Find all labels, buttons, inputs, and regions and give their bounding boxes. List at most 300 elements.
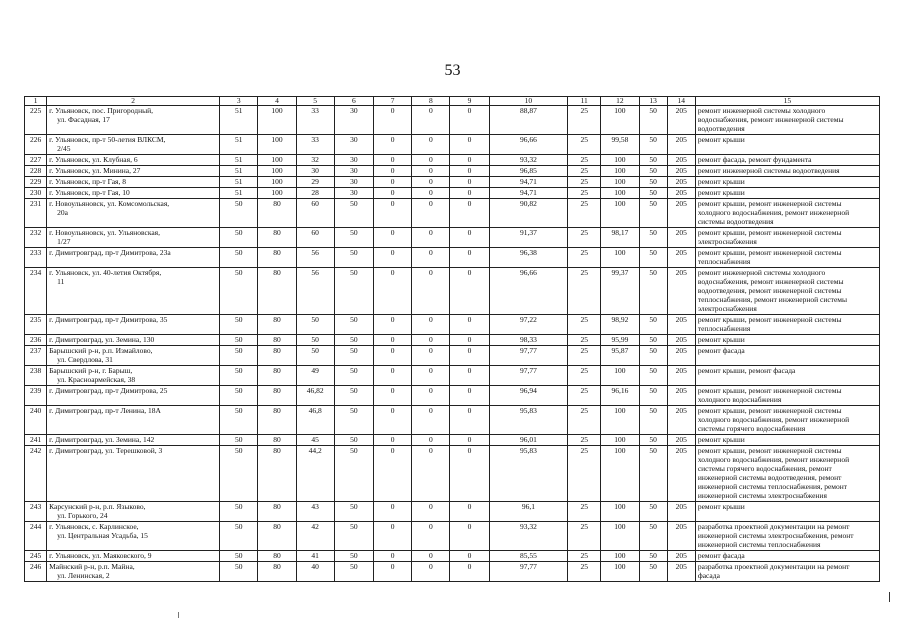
address-line: г. Ульяновск, ул. Минина, 27	[49, 166, 141, 175]
value-c13: 50	[639, 551, 667, 562]
address-line: г. Ульяновск, ул. Клубная, 6	[49, 155, 138, 164]
row-number: 228	[25, 166, 47, 177]
value-c9: 0	[450, 199, 489, 228]
value-c8: 0	[412, 135, 450, 155]
value-c10: 95,83	[489, 406, 567, 435]
address-cell	[47, 248, 220, 268]
value-c3: 51	[220, 177, 258, 188]
row-number: 226	[25, 135, 47, 155]
value-c13: 50	[639, 406, 667, 435]
value-c7: 0	[374, 188, 412, 199]
value-c10: 96,66	[489, 135, 567, 155]
value-c11: 25	[568, 406, 601, 435]
value-c4: 100	[258, 155, 296, 166]
value-c6: 50	[334, 502, 373, 522]
value-c9: 0	[450, 502, 489, 522]
value-c13: 50	[639, 268, 667, 315]
value-c6: 50	[334, 386, 373, 406]
value-c3: 50	[220, 346, 258, 366]
row-number: 235	[25, 315, 47, 335]
row-number: 229	[25, 177, 47, 188]
value-c3: 50	[220, 315, 258, 335]
address-line: г. Ульяновск, пр-т Гая, 8	[49, 177, 127, 186]
address-line: г. Ульяновск, ул. 40-летия Октября,	[49, 268, 162, 277]
value-c8: 0	[412, 346, 450, 366]
work-line: холодного водоснабжения, ремонт инженерной	[697, 208, 850, 217]
value-c3: 50	[220, 228, 258, 248]
value-c9: 0	[450, 522, 489, 551]
value-c9: 0	[450, 135, 489, 155]
address-cell	[47, 188, 220, 199]
value-c14: 205	[667, 502, 695, 522]
table-row	[25, 106, 880, 135]
value-c9: 0	[450, 346, 489, 366]
value-c6: 30	[334, 135, 373, 155]
value-c11: 25	[568, 366, 601, 386]
value-c3: 51	[220, 155, 258, 166]
value-c5: 40	[296, 562, 334, 582]
value-c4: 80	[258, 386, 296, 406]
work-types-cell	[695, 177, 879, 188]
work-line: электроснабжения	[697, 304, 757, 313]
value-c7: 0	[374, 228, 412, 248]
value-c6: 30	[334, 177, 373, 188]
value-c9: 0	[450, 188, 489, 199]
table-row	[25, 502, 880, 522]
table-row	[25, 135, 880, 155]
address-cell	[47, 551, 220, 562]
value-c4: 100	[258, 188, 296, 199]
address-line: г. Димитровград, ул. Земина, 142	[49, 435, 155, 444]
work-line: ремонт крыши, ремонт инженерной системы	[697, 199, 842, 208]
value-c9: 0	[450, 435, 489, 446]
address-cell	[47, 315, 220, 335]
value-c14: 205	[667, 562, 695, 582]
value-c8: 0	[412, 446, 450, 502]
work-line: инженерной системы электроснабжения	[697, 491, 827, 500]
row-number: 236	[25, 335, 47, 346]
value-c14: 205	[667, 522, 695, 551]
row-number: 230	[25, 188, 47, 199]
value-c7: 0	[374, 177, 412, 188]
address-line: г. Ульяновск, с. Карлинское,	[49, 522, 139, 531]
work-line: водоотведения, ремонт инженерной системы	[697, 286, 842, 295]
row-number: 239	[25, 386, 47, 406]
work-types-cell	[695, 435, 879, 446]
value-c5: 56	[296, 248, 334, 268]
value-c11: 25	[568, 135, 601, 155]
work-line: холодного водоснабжения	[697, 395, 782, 404]
work-types-cell	[695, 502, 879, 522]
row-number: 231	[25, 199, 47, 228]
row-number: 227	[25, 155, 47, 166]
row-number: 232	[25, 228, 47, 248]
value-c5: 60	[296, 199, 334, 228]
value-c4: 80	[258, 551, 296, 562]
value-c4: 80	[258, 228, 296, 248]
column-number-7: 7	[374, 97, 412, 106]
address-line: ул. Горького, 24	[57, 511, 108, 520]
value-c11: 25	[568, 248, 601, 268]
value-c6: 50	[334, 522, 373, 551]
value-c10: 94,71	[489, 177, 567, 188]
address-line: 20а	[57, 208, 68, 217]
value-c13: 50	[639, 522, 667, 551]
value-c9: 0	[450, 155, 489, 166]
value-c14: 205	[667, 315, 695, 335]
work-line: водоотведения	[697, 124, 745, 133]
table-row	[25, 522, 880, 551]
value-c14: 205	[667, 386, 695, 406]
row-number: 237	[25, 346, 47, 366]
value-c7: 0	[374, 335, 412, 346]
value-c12: 100	[601, 248, 639, 268]
value-c7: 0	[374, 446, 412, 502]
value-c4: 80	[258, 502, 296, 522]
work-line: ремонт фасада, ремонт фундамента	[697, 155, 812, 164]
row-number: 242	[25, 446, 47, 502]
work-line: теплоснабжения, ремонт инженерной системы	[697, 295, 848, 304]
address-line: 11	[57, 277, 65, 286]
value-c11: 25	[568, 268, 601, 315]
address-cell	[47, 446, 220, 502]
value-c6: 50	[334, 366, 373, 386]
value-c4: 100	[258, 166, 296, 177]
value-c11: 25	[568, 502, 601, 522]
page-number: 53	[444, 62, 461, 79]
value-c12: 98,17	[601, 228, 639, 248]
value-c9: 0	[450, 335, 489, 346]
value-c7: 0	[374, 346, 412, 366]
table-row	[25, 268, 880, 315]
value-c11: 25	[568, 188, 601, 199]
work-line: водоснабжения, ремонт инженерной системы	[697, 115, 844, 124]
value-c4: 80	[258, 522, 296, 551]
work-line: разработка проектной документации на ремонт	[697, 522, 850, 531]
value-c3: 50	[220, 406, 258, 435]
address-cell	[47, 228, 220, 248]
value-c5: 60	[296, 228, 334, 248]
value-c3: 50	[220, 551, 258, 562]
column-number-4: 4	[258, 97, 296, 106]
value-c10: 95,83	[489, 446, 567, 502]
value-c5: 43	[296, 502, 334, 522]
work-types-cell	[695, 551, 879, 562]
value-c5: 44,2	[296, 446, 334, 502]
work-types-cell	[695, 335, 879, 346]
value-c9: 0	[450, 248, 489, 268]
value-c7: 0	[374, 366, 412, 386]
value-c11: 25	[568, 435, 601, 446]
value-c3: 51	[220, 106, 258, 135]
column-number-2: 2	[47, 97, 220, 106]
table-row	[25, 551, 880, 562]
value-c8: 0	[412, 228, 450, 248]
work-types-cell	[695, 166, 879, 177]
value-c12: 100	[601, 522, 639, 551]
value-c4: 80	[258, 446, 296, 502]
value-c10: 96,1	[489, 502, 567, 522]
address-cell	[47, 268, 220, 315]
value-c7: 0	[374, 435, 412, 446]
value-c6: 50	[334, 199, 373, 228]
address-cell	[47, 406, 220, 435]
column-number-1: 1	[25, 97, 47, 106]
work-types-cell	[695, 228, 879, 248]
address-line: ул. Ленинская, 2	[57, 571, 110, 580]
value-c8: 0	[412, 248, 450, 268]
value-c13: 50	[639, 199, 667, 228]
value-c4: 80	[258, 435, 296, 446]
value-c7: 0	[374, 562, 412, 582]
value-c13: 50	[639, 562, 667, 582]
value-c8: 0	[412, 188, 450, 199]
value-c8: 0	[412, 522, 450, 551]
value-c10: 88,87	[489, 106, 567, 135]
work-line: ремонт крыши, ремонт инженерной системы	[697, 248, 842, 257]
value-c4: 80	[258, 346, 296, 366]
value-c3: 50	[220, 386, 258, 406]
address-line: Майнский р-н, р.п. Майна,	[49, 562, 135, 571]
value-c8: 0	[412, 435, 450, 446]
column-number-5: 5	[296, 97, 334, 106]
work-line: электроснабжения	[697, 237, 757, 246]
column-number-14: 14	[667, 97, 695, 106]
value-c9: 0	[450, 315, 489, 335]
address-cell	[47, 562, 220, 582]
address-line: Барышский р-н, г. Барыш,	[49, 366, 133, 375]
value-c6: 30	[334, 166, 373, 177]
value-c12: 100	[601, 188, 639, 199]
value-c12: 100	[601, 155, 639, 166]
value-c8: 0	[412, 386, 450, 406]
work-types-cell	[695, 346, 879, 366]
value-c8: 0	[412, 199, 450, 228]
value-c5: 28	[296, 188, 334, 199]
value-c11: 25	[568, 155, 601, 166]
work-line: ремонт инженерной системы холодного	[697, 268, 826, 277]
work-line: водоснабжения, ремонт инженерной системы	[697, 277, 844, 286]
row-number: 243	[25, 502, 47, 522]
value-c7: 0	[374, 315, 412, 335]
address-line: г. Димитровград, пр-т Димитрова, 23а	[49, 248, 171, 257]
value-c3: 50	[220, 435, 258, 446]
work-line: ремонт крыши, ремонт инженерной системы	[697, 406, 842, 415]
value-c12: 99,37	[601, 268, 639, 315]
address-cell	[47, 502, 220, 522]
work-line: ремонт крыши, ремонт инженерной системы	[697, 446, 842, 455]
value-c14: 205	[667, 199, 695, 228]
work-line: ремонт крыши	[697, 177, 745, 186]
value-c6: 30	[334, 188, 373, 199]
column-number-13: 13	[639, 97, 667, 106]
value-c11: 25	[568, 522, 601, 551]
value-c7: 0	[374, 135, 412, 155]
address-cell	[47, 177, 220, 188]
work-line: инженерной системы электроснабжения, ремонт	[697, 531, 854, 540]
value-c5: 32	[296, 155, 334, 166]
value-c10: 97,22	[489, 315, 567, 335]
work-line: системы водоотведения	[697, 217, 774, 226]
value-c3: 51	[220, 166, 258, 177]
value-c4: 80	[258, 315, 296, 335]
value-c10: 96,85	[489, 166, 567, 177]
value-c13: 50	[639, 435, 667, 446]
table-row	[25, 386, 880, 406]
address-cell	[47, 522, 220, 551]
value-c5: 45	[296, 435, 334, 446]
work-line: ремонт фасада	[697, 346, 745, 355]
row-number: 225	[25, 106, 47, 135]
value-c8: 0	[412, 366, 450, 386]
work-line: холодного водоснабжения, ремонт инженерной	[697, 455, 850, 464]
value-c5: 33	[296, 106, 334, 135]
value-c11: 25	[568, 177, 601, 188]
row-number: 245	[25, 551, 47, 562]
value-c14: 205	[667, 335, 695, 346]
scan-mark	[178, 612, 179, 618]
column-number-12: 12	[601, 97, 639, 106]
value-c4: 80	[258, 562, 296, 582]
table-row	[25, 199, 880, 228]
work-line: ремонт инженерной системы водоотведения	[697, 166, 840, 175]
work-line: теплоснабжения	[697, 324, 751, 333]
value-c8: 0	[412, 406, 450, 435]
value-c9: 0	[450, 386, 489, 406]
address-line: г. Димитровград, пр-т Димитрова, 35	[49, 315, 168, 324]
work-line: системы горячего водоснабжения	[697, 424, 806, 433]
value-c11: 25	[568, 106, 601, 135]
value-c14: 205	[667, 346, 695, 366]
value-c11: 25	[568, 551, 601, 562]
value-c4: 80	[258, 366, 296, 386]
value-c3: 50	[220, 335, 258, 346]
value-c4: 100	[258, 177, 296, 188]
value-c13: 50	[639, 155, 667, 166]
value-c3: 51	[220, 135, 258, 155]
value-c6: 50	[334, 562, 373, 582]
value-c11: 25	[568, 446, 601, 502]
work-line: ремонт фасада	[697, 551, 745, 560]
column-number-3: 3	[220, 97, 258, 106]
column-number-8: 8	[412, 97, 450, 106]
value-c6: 50	[334, 446, 373, 502]
value-c11: 25	[568, 346, 601, 366]
value-c13: 50	[639, 177, 667, 188]
address-line: Барышский р-н, р.п. Измайлово,	[49, 346, 153, 355]
table-row	[25, 562, 880, 582]
value-c13: 50	[639, 135, 667, 155]
value-c13: 50	[639, 335, 667, 346]
work-types-cell	[695, 366, 879, 386]
value-c6: 50	[334, 228, 373, 248]
value-c4: 80	[258, 268, 296, 315]
value-c10: 96,94	[489, 386, 567, 406]
address-line: г. Новоульяновск, ул. Ульяновская,	[49, 228, 161, 237]
value-c11: 25	[568, 166, 601, 177]
value-c9: 0	[450, 177, 489, 188]
work-line: ремонт крыши, ремонт инженерной системы	[697, 315, 842, 324]
value-c10: 94,71	[489, 188, 567, 199]
value-c13: 50	[639, 188, 667, 199]
value-c4: 80	[258, 335, 296, 346]
value-c5: 46,82	[296, 386, 334, 406]
value-c8: 0	[412, 155, 450, 166]
work-types-cell	[695, 446, 879, 502]
value-c14: 205	[667, 155, 695, 166]
work-types-cell	[695, 155, 879, 166]
value-c11: 25	[568, 199, 601, 228]
value-c6: 50	[334, 268, 373, 315]
value-c14: 205	[667, 166, 695, 177]
value-c10: 91,37	[489, 228, 567, 248]
row-number: 244	[25, 522, 47, 551]
value-c4: 80	[258, 199, 296, 228]
address-line: г. Ульяновск, пр-т 50-летия ВЛКСМ,	[49, 135, 166, 144]
value-c8: 0	[412, 315, 450, 335]
value-c13: 50	[639, 446, 667, 502]
value-c10: 96,66	[489, 268, 567, 315]
value-c5: 42	[296, 522, 334, 551]
value-c12: 95,87	[601, 346, 639, 366]
value-c8: 0	[412, 551, 450, 562]
value-c12: 100	[601, 551, 639, 562]
value-c12: 100	[601, 177, 639, 188]
value-c12: 100	[601, 106, 639, 135]
table-header-row	[25, 97, 880, 106]
value-c5: 29	[296, 177, 334, 188]
work-line: холодного водоснабжения, ремонт инженерной	[697, 415, 850, 424]
value-c6: 50	[334, 551, 373, 562]
table-row	[25, 335, 880, 346]
value-c7: 0	[374, 106, 412, 135]
value-c6: 50	[334, 346, 373, 366]
address-cell	[47, 155, 220, 166]
table-row	[25, 446, 880, 502]
work-types-cell	[695, 386, 879, 406]
value-c13: 50	[639, 346, 667, 366]
value-c7: 0	[374, 386, 412, 406]
value-c7: 0	[374, 406, 412, 435]
value-c4: 80	[258, 248, 296, 268]
address-cell	[47, 366, 220, 386]
value-c5: 56	[296, 268, 334, 315]
value-c13: 50	[639, 366, 667, 386]
work-types-cell	[695, 268, 879, 315]
value-c6: 30	[334, 106, 373, 135]
value-c12: 95,99	[601, 335, 639, 346]
value-c11: 25	[568, 386, 601, 406]
value-c8: 0	[412, 166, 450, 177]
column-number-10: 10	[489, 97, 567, 106]
value-c9: 0	[450, 562, 489, 582]
table-row	[25, 435, 880, 446]
value-c10: 97,77	[489, 366, 567, 386]
work-line: разработка проектной документации на ремонт	[697, 562, 850, 571]
value-c11: 25	[568, 335, 601, 346]
work-types-cell	[695, 522, 879, 551]
address-line: ул. Фасадная, 17	[57, 115, 110, 124]
address-cell	[47, 199, 220, 228]
value-c4: 80	[258, 406, 296, 435]
work-line: ремонт крыши	[697, 335, 745, 344]
value-c9: 0	[450, 446, 489, 502]
value-c14: 205	[667, 106, 695, 135]
value-c5: 30	[296, 166, 334, 177]
value-c9: 0	[450, 268, 489, 315]
address-cell	[47, 135, 220, 155]
table-row	[25, 346, 880, 366]
